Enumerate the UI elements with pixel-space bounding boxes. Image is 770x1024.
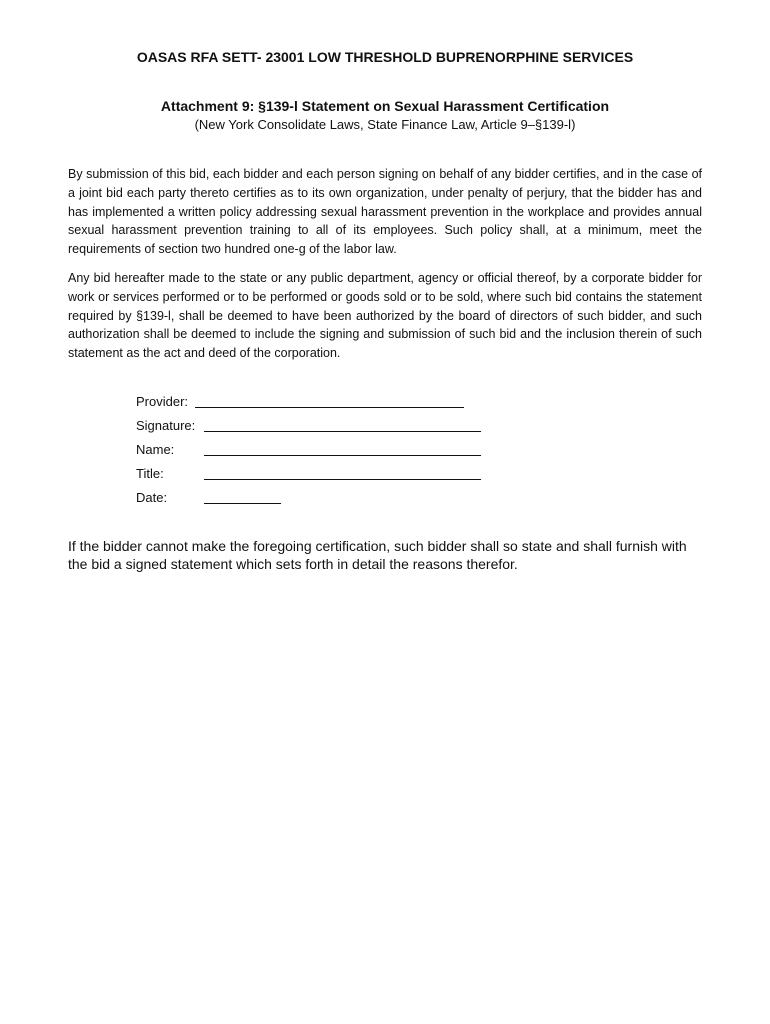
signature-input-line[interactable] bbox=[204, 431, 481, 432]
footer-note: If the bidder cannot make the foregoing certification, such bidder shall so state and shall furnish with the bid a signed statement which sets forth in detail the reasons therefor. bbox=[68, 538, 687, 572]
signature-field bbox=[136, 417, 195, 435]
provider-label: Provider: bbox=[136, 394, 189, 409]
authorization-paragraph: Any bid hereafter made to the state or any public department, agency or official thereof, by a corporate bidder for work or services performed or to be performed or goods sold or to be sold, where such bid contains the statement required by §139-l, shall be deemed to have been authorized by the board of directors of such bidder, and such authorization shall be deemed to include the signing and submission of such bid and the inclusion therein of such statement as the act and deed of the corporation. bbox=[68, 271, 702, 361]
certification-paragraph: By submission of this bid, each bidder and each person signing on behalf of any bidder certifies, and in the case of a joint bid each party thereto certifies as to its own organization, under penalty of perjury, that the bidder has and has implemented a written policy addressing sexual harassment prevention in the workplace and provides annual sexual harassment prevention training to all of its employees. Such policy shall, at a minimum, meet the requirements of section two hundred one-g of the labor law. bbox=[68, 167, 702, 257]
title-input-line[interactable] bbox=[204, 479, 481, 480]
date-field bbox=[136, 489, 167, 507]
provider-input-line[interactable] bbox=[195, 407, 464, 408]
name-input-line[interactable] bbox=[204, 455, 481, 456]
signature-label: Signature: bbox=[136, 418, 196, 433]
law-citation: (New York Consolidate Laws, State Finance Law, Article 9–§139-l) bbox=[194, 117, 576, 132]
document-title: OASAS RFA SETT- 23001 LOW THRESHOLD BUPRENORPHINE SERVICES bbox=[136, 49, 634, 65]
date-label: Date: bbox=[136, 490, 168, 505]
provider-field bbox=[136, 393, 188, 411]
title-field bbox=[136, 465, 164, 483]
attachment-subtitle: Attachment 9: §139-l Statement on Sexual Harassment Certification bbox=[160, 98, 610, 114]
name-label: Name: bbox=[136, 442, 175, 457]
date-input-line[interactable] bbox=[204, 503, 281, 504]
name-field bbox=[136, 441, 174, 459]
title-label: Title: bbox=[136, 466, 164, 481]
